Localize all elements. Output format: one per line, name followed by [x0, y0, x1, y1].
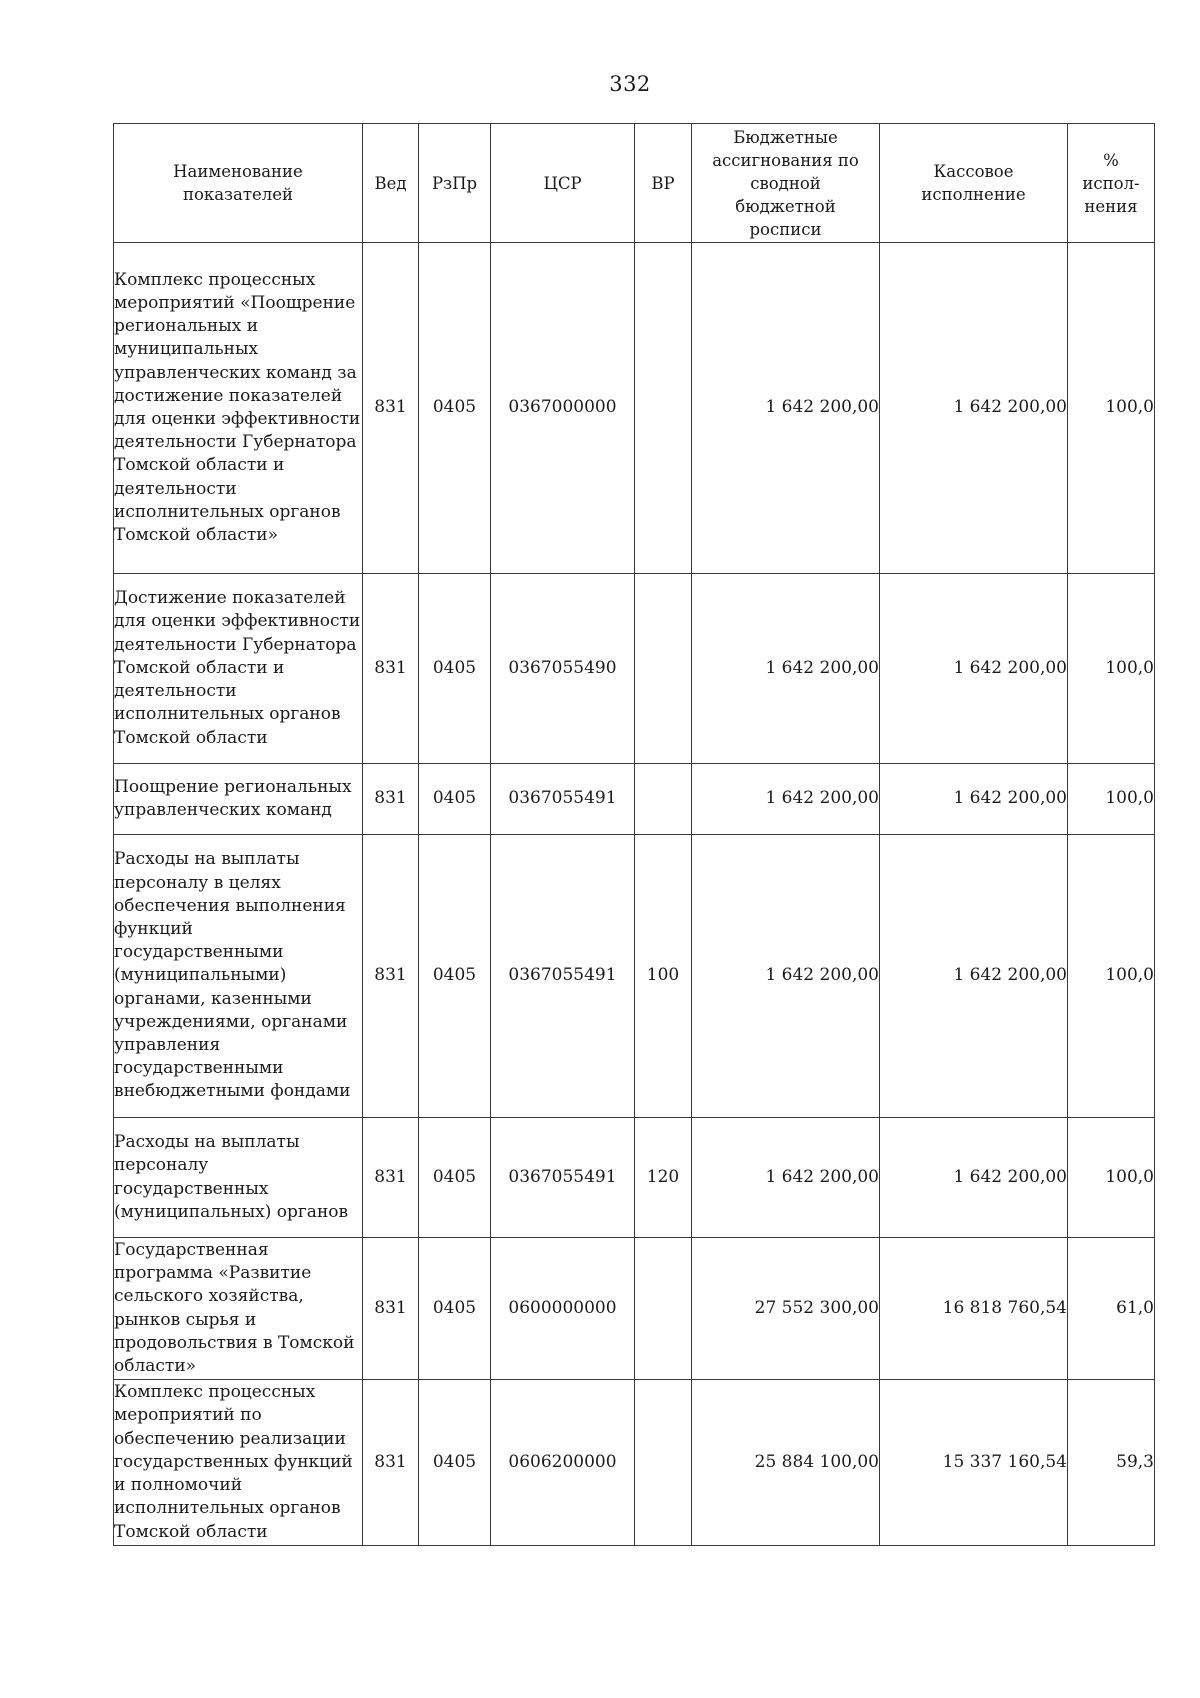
row-csr: 0367055491 [491, 1118, 635, 1238]
row-vr: 120 [635, 1118, 692, 1238]
table-row [114, 1118, 1155, 1238]
row-vr [635, 764, 692, 835]
header-percent-execution: % испол-нения [1068, 124, 1155, 243]
row-csr: 0367055491 [491, 764, 635, 835]
row-rzpr: 0405 [419, 835, 491, 1118]
row-rzpr: 0405 [419, 764, 491, 835]
row-cash-execution: 15 337 160,54 [880, 1380, 1068, 1546]
table-header-row [114, 124, 1155, 243]
row-cash-execution: 1 642 200,00 [880, 574, 1068, 764]
table-row [114, 243, 1155, 574]
row-name: Достижение показателей для оценки эффективности деятельности Губернатора Томской области и деятельности исполнительных органов Томской области [114, 574, 363, 764]
row-name: Расходы на выплаты персоналу государственных (муниципальных) органов [114, 1118, 363, 1238]
row-percent: 100,0 [1068, 243, 1155, 574]
table-row [114, 835, 1155, 1118]
row-ved: 831 [363, 764, 419, 835]
header-vr: ВР [635, 124, 692, 243]
row-name: Поощрение региональных управленческих команд [114, 764, 363, 835]
row-ved: 831 [363, 574, 419, 764]
row-cash-execution: 1 642 200,00 [880, 764, 1068, 835]
row-name: Государственная программа «Развитие сельского хозяйства, рынков сырья и продовольствия в Томской области» [114, 1238, 363, 1380]
row-cash-execution: 1 642 200,00 [880, 243, 1068, 574]
table-row [114, 1238, 1155, 1380]
row-rzpr: 0405 [419, 1380, 491, 1546]
row-csr: 0367055491 [491, 835, 635, 1118]
row-assignments: 25 884 100,00 [692, 1380, 880, 1546]
header-csr: ЦСР [491, 124, 635, 243]
row-assignments: 1 642 200,00 [692, 764, 880, 835]
budget-table [113, 123, 1155, 1546]
table-row [114, 764, 1155, 835]
header-rzpr: РзПр [419, 124, 491, 243]
row-rzpr: 0405 [419, 1118, 491, 1238]
row-assignments: 1 642 200,00 [692, 243, 880, 574]
row-percent: 100,0 [1068, 835, 1155, 1118]
row-cash-execution: 1 642 200,00 [880, 1118, 1068, 1238]
header-ved: Вед [363, 124, 419, 243]
table-row [114, 1380, 1155, 1546]
row-vr [635, 243, 692, 574]
row-percent: 61,0 [1068, 1238, 1155, 1380]
row-percent: 100,0 [1068, 574, 1155, 764]
row-csr: 0367000000 [491, 243, 635, 574]
row-assignments: 1 642 200,00 [692, 574, 880, 764]
row-assignments: 1 642 200,00 [692, 835, 880, 1118]
row-assignments: 27 552 300,00 [692, 1238, 880, 1380]
row-vr [635, 1380, 692, 1546]
row-vr [635, 1238, 692, 1380]
row-rzpr: 0405 [419, 1238, 491, 1380]
header-assignments: Бюджетные ассигнования по сводной бюджетной росписи [692, 124, 880, 243]
table-row [114, 574, 1155, 764]
row-percent: 59,3 [1068, 1380, 1155, 1546]
row-assignments: 1 642 200,00 [692, 1118, 880, 1238]
row-cash-execution: 1 642 200,00 [880, 835, 1068, 1118]
header-name: Наименование показателей [114, 124, 363, 243]
row-vr [635, 574, 692, 764]
row-ved: 831 [363, 1380, 419, 1546]
row-csr: 0606200000 [491, 1380, 635, 1546]
row-ved: 831 [363, 243, 419, 574]
row-rzpr: 0405 [419, 243, 491, 574]
row-vr: 100 [635, 835, 692, 1118]
row-cash-execution: 16 818 760,54 [880, 1238, 1068, 1380]
row-ved: 831 [363, 1118, 419, 1238]
row-name: Расходы на выплаты персоналу в целях обеспечения выполнения функций государственными (муниципальными) органами, казенными учреждениями, органами управления государственными внебюджетными фондами [114, 835, 363, 1118]
row-percent: 100,0 [1068, 764, 1155, 835]
row-percent: 100,0 [1068, 1118, 1155, 1238]
row-rzpr: 0405 [419, 574, 491, 764]
page-number: 332 [609, 72, 651, 96]
row-name: Комплекс процессных мероприятий по обеспечению реализации государственных функций и полномочий исполнительных органов Томской области [114, 1380, 363, 1546]
row-csr: 0600000000 [491, 1238, 635, 1380]
row-ved: 831 [363, 1238, 419, 1380]
row-ved: 831 [363, 835, 419, 1118]
row-csr: 0367055490 [491, 574, 635, 764]
header-cash-execution: Кассовое исполнение [880, 124, 1068, 243]
row-name: Комплекс процессных мероприятий «Поощрение региональных и муниципальных управленческих команд за достижение показателей для оценки эффективности деятельности Губернатора Томской области и деятельности исполнительных органов Томской области» [114, 243, 363, 574]
